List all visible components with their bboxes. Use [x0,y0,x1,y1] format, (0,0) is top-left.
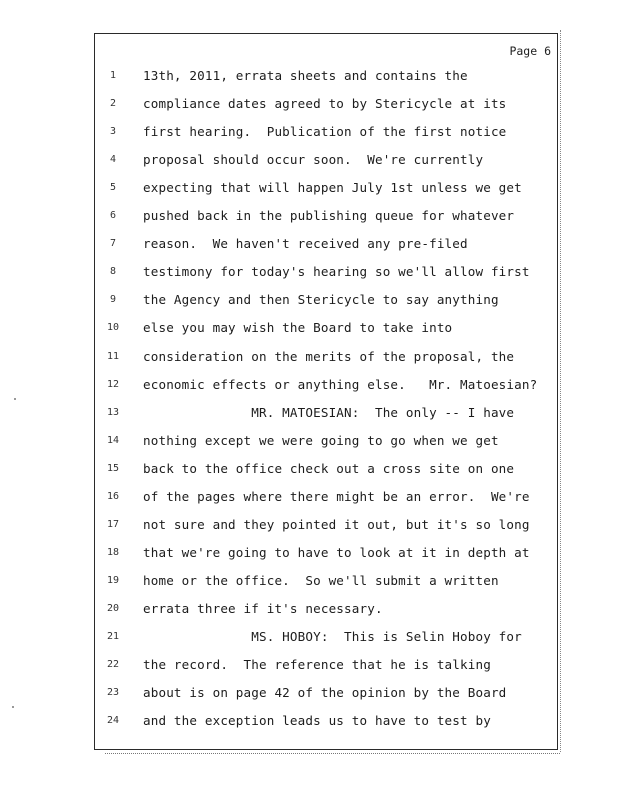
transcript-line: MR. MATOESIAN: The only -- I have [143,404,515,420]
line-number: 6 [109,210,117,222]
transcript-line: not sure and they pointed it out, but it's so long [143,516,530,532]
transcript-line: else you may wish the Board to take into [143,320,453,336]
line-number: 4 [109,154,117,166]
transcript-line: nothing except we were going to go when we get [143,432,499,448]
transcript-line: of the pages where there might be an error. We're [143,488,530,504]
transcript-line: MS. HOBOY: This is Selin Hoboy for [143,629,522,644]
line-number: 17 [106,518,120,530]
line-number: 7 [109,238,117,250]
page-edge-shadow [560,30,563,752]
line-number: 13 [106,406,120,418]
transcript-line: that we're going to have to look at it in depth at [143,544,530,560]
scan-speck [14,398,16,400]
transcript-line: the record. The reference that he is talking [143,657,491,673]
line-number: 16 [106,490,120,502]
page-number: Page 6 [509,44,551,58]
transcript-line: expecting that will happen July 1st unless we get [143,180,522,196]
line-number: 18 [106,546,120,558]
transcript-line: home or the office. So we'll submit a written [143,572,499,588]
transcript-line: the Agency and then Stericycle to say anything [143,292,499,308]
line-number: 12 [106,378,120,390]
transcript-line: pushed back in the publishing queue for whatever [143,208,515,224]
line-number: 21 [106,631,120,642]
line-number: 19 [106,574,120,586]
line-number: 8 [109,266,117,278]
line-number: 1 [109,70,117,81]
transcript-line: reason. We haven't received any pre-filed [143,236,468,252]
line-number: 23 [106,687,120,699]
line-number: 11 [106,350,120,362]
transcript-line: consideration on the merits of the proposal, the [143,348,515,364]
transcript-line: compliance dates agreed to by Stericycle at its [143,96,507,112]
line-number: 24 [106,715,120,727]
transcript-line: and the exception leads us to have to test by [143,713,491,729]
transcript-line: proposal should occur soon. We're currently [143,152,484,168]
line-number: 2 [109,98,117,110]
line-number: 10 [106,322,120,334]
line-number: 5 [109,182,117,194]
line-number: 9 [109,294,117,306]
transcript-line: first hearing. Publication of the first notice [143,124,507,140]
transcript-line: back to the office check out a cross site on one [143,460,515,476]
transcript-line: 13th, 2011, errata sheets and contains the [143,68,468,83]
transcript-page [94,33,558,750]
line-number: 22 [106,659,120,671]
line-number: 20 [106,602,120,614]
scan-speck [12,706,14,708]
transcript-line: testimony for today's hearing so we'll allow first [143,264,530,280]
line-number: 14 [106,434,120,446]
line-number: 15 [106,462,120,474]
transcript-line: about is on page 42 of the opinion by the Board [143,685,507,701]
transcript-line: errata three if it's necessary. [143,600,383,616]
line-number: 3 [109,126,117,138]
transcript-line: economic effects or anything else. Mr. Matoesian? [143,376,538,392]
